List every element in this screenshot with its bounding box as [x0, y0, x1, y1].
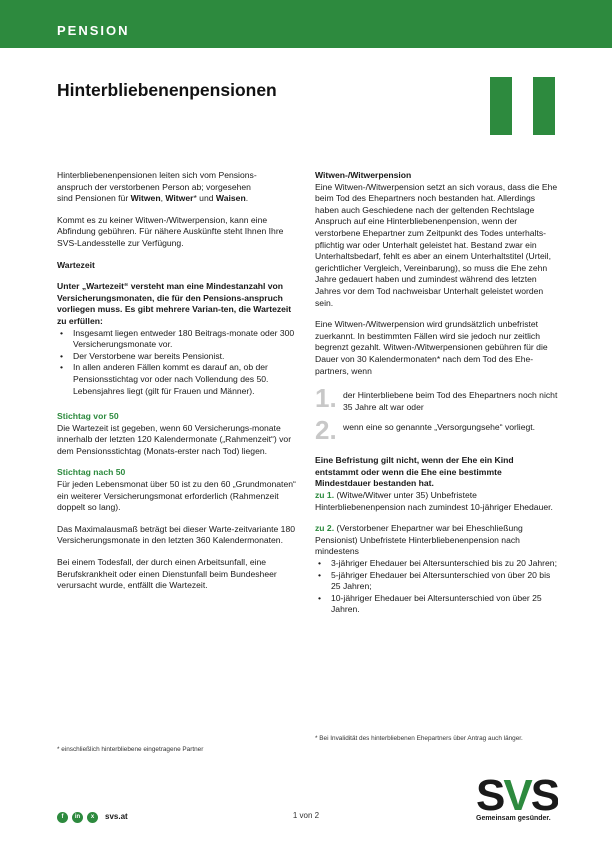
list-item: • 10-jähriger Ehedauer bei Altersunterschied von über 25 Jahren.	[315, 593, 559, 616]
stichtag-vor-heading: Stichtag vor 50	[57, 411, 119, 422]
list-item: • Insgesamt liegen entweder 180 Beitrags-monate oder 300 Versicherungsmonate vor.	[57, 328, 299, 351]
right-column	[315, 170, 559, 626]
zu1-paragraph: zu 1. (Witwe/Witwer unter 35) Unbefristete Hinterbliebenenpension nach zumindest 10-jähriger Ehedauer.	[315, 490, 553, 512]
zu2-label: zu 2.	[315, 523, 335, 534]
facebook-icon[interactable]: f	[57, 812, 68, 823]
intro-paragraph: Hinterbliebenenpensionen leiten sich vom Pensions- anspruch der verstorbenen Person ab; vorgesehen sind Pensionen für Witwen, Witwer* und Waisen.	[57, 170, 257, 204]
svs-logo-text: SVS	[476, 771, 558, 814]
witwen-text: Eine Witwen-/Witwerpension setzt an sich voraus, dass die Ehe beim Tod des Ehepartners noch bestanden hat. Allerdings haben auch Geschiedene nach der geltenden Rechtslage Anspruch auf eine Hinterbliebenenpension, wenn der verstorbene Ehepartner zum Zeitpunkt des Todes unterhalts-pflichtig war oder Unterhalt geleistet hat. Bestand zwar ein Unterhaltsbedarf, fehlt es aber an einem Unterhaltstitel (Urteil, gerichtlicher Vergleich, Vereinbarung), so muss die Ehe zehn Jahre gedauert haben und zumindest während des letzten Jahres vor dem Tod nachweisbar Unterhalt geleistet worden sein.	[315, 181, 558, 308]
stichtag-nach-text: Für jeden Lebensmonat über 50 ist zu den 60 „Grundmonaten“ ein weiterer Versicherungsmonat erforderlich (Rahmenzeit doppelt so lang).	[57, 479, 296, 513]
page-title: Hinterbliebenenpensionen	[57, 80, 277, 100]
section-label: PENSION	[57, 23, 130, 38]
page-number: 1 von 2	[292, 811, 320, 820]
maximal-text: Das Maximalausmaß beträgt bei dieser Warte-zeitvariante 180 Versicherungsmonate in den letzten 360 Kalendermonaten.	[57, 523, 296, 546]
zu1-label: zu 1.	[315, 490, 335, 501]
numbered-text: der Hinterbliebene beim Tod des Ehepartners noch nicht 35 Jahre alt war oder	[343, 390, 558, 412]
linkedin-icon[interactable]: in	[72, 812, 83, 823]
grundsaetzlich-text: Eine Witwen-/Witwerpension wird grundsätzlich unbefristet zuerkannt. In bestimmten Fällen wird sie jedoch nur zeitlich begrenzt gezahlt. Witwen-/Witwerpensionen gebühren für die Dauer von 30 Kalendermonaten* nach dem Tod des Ehe-partners, wenn	[315, 319, 548, 376]
footnote-right: * Bei Invalidität des hinterbliebenen Ehepartners über Antrag auch länger.	[315, 735, 523, 742]
xing-icon[interactable]: x	[87, 812, 98, 823]
decorative-bar-right	[533, 77, 555, 135]
numbered-item	[315, 383, 559, 414]
website-link[interactable]: svs.at	[105, 812, 128, 821]
unfall-text: Bei einem Todesfall, der durch einen Arbeitsunfall, eine Berufskrankheit oder einen Dienstunfall beim Bundesheer verursacht wurde, entfällt die Wartezeit.	[57, 557, 277, 591]
wartezeit-intro: Unter „Wartezeit“ versteht man eine Mindestanzahl von Versicherungsmonaten, die für den Pensions-anspruch vorliegen muss. Es gibt mehrere Varian-ten, die Wartezeit zu erfüllen:	[57, 281, 292, 326]
witwen-heading: Witwen-/Witwerpension	[315, 170, 412, 180]
numbered-text: wenn eine so genannte „Versorgungsehe“ vorliegt.	[343, 422, 536, 433]
decorative-bar-left	[490, 77, 512, 135]
wartezeit-list	[57, 328, 299, 398]
logo-tagline: Gemeinsam gesünder.	[476, 815, 551, 822]
left-column	[57, 170, 299, 602]
list-item: • In allen anderen Fällen kommt es darauf an, ob der Pensionsstichtag vor oder nach Vollendung des 50. Lebensjahres liegt (gilt für Frauen und Männer).	[57, 362, 299, 397]
abfindung-paragraph: Kommt es zu keiner Witwen-/Witwerpension, kann eine Abfindung gebühren. Für nähere Auskünfte steht Ihnen Ihre SVS-Landesstelle zur Verfügung.	[57, 214, 284, 248]
number-label: 1.	[315, 383, 337, 414]
number-label: 2.	[315, 415, 337, 446]
list-item: • Der Verstorbene war bereits Pensionist.	[57, 351, 299, 363]
ehedauer-list	[315, 558, 559, 616]
list-item: • 3-jähriger Ehedauer bei Altersunterschied bis zu 20 Jahren;	[315, 558, 559, 570]
svs-logo-graphic	[476, 770, 558, 814]
befristung-text: Eine Befristung gilt nicht, wenn der Ehe ein Kind entstammt oder wenn die Ehe eine bestimmte Mindestdauer bestanden hat.	[315, 455, 514, 489]
zu2-paragraph: zu 2. (Verstorbener Ehepartner war bei Eheschließung Pensionist) Unbefristete Hinterbliebenenpension nach mindestens	[315, 523, 523, 557]
footnote-left: * einschließlich hinterbliebene eingetragene Partner	[57, 746, 204, 753]
social-links	[57, 812, 98, 823]
numbered-item	[315, 415, 559, 446]
list-item: • 5-jähriger Ehedauer bei Altersunterschied von über 20 bis 25 Jahren;	[315, 570, 559, 593]
stichtag-nach-heading: Stichtag nach 50	[57, 467, 126, 478]
stichtag-vor-text: Die Wartezeit ist gegeben, wenn 60 Versicherungs-monate innerhalb der letzten 120 Kalendermonate („Rahmenzeit“) vor dem Pensionsstichtag (Monats-erster nach Tod) liegen.	[57, 422, 292, 456]
wartezeit-heading: Wartezeit	[57, 259, 95, 270]
